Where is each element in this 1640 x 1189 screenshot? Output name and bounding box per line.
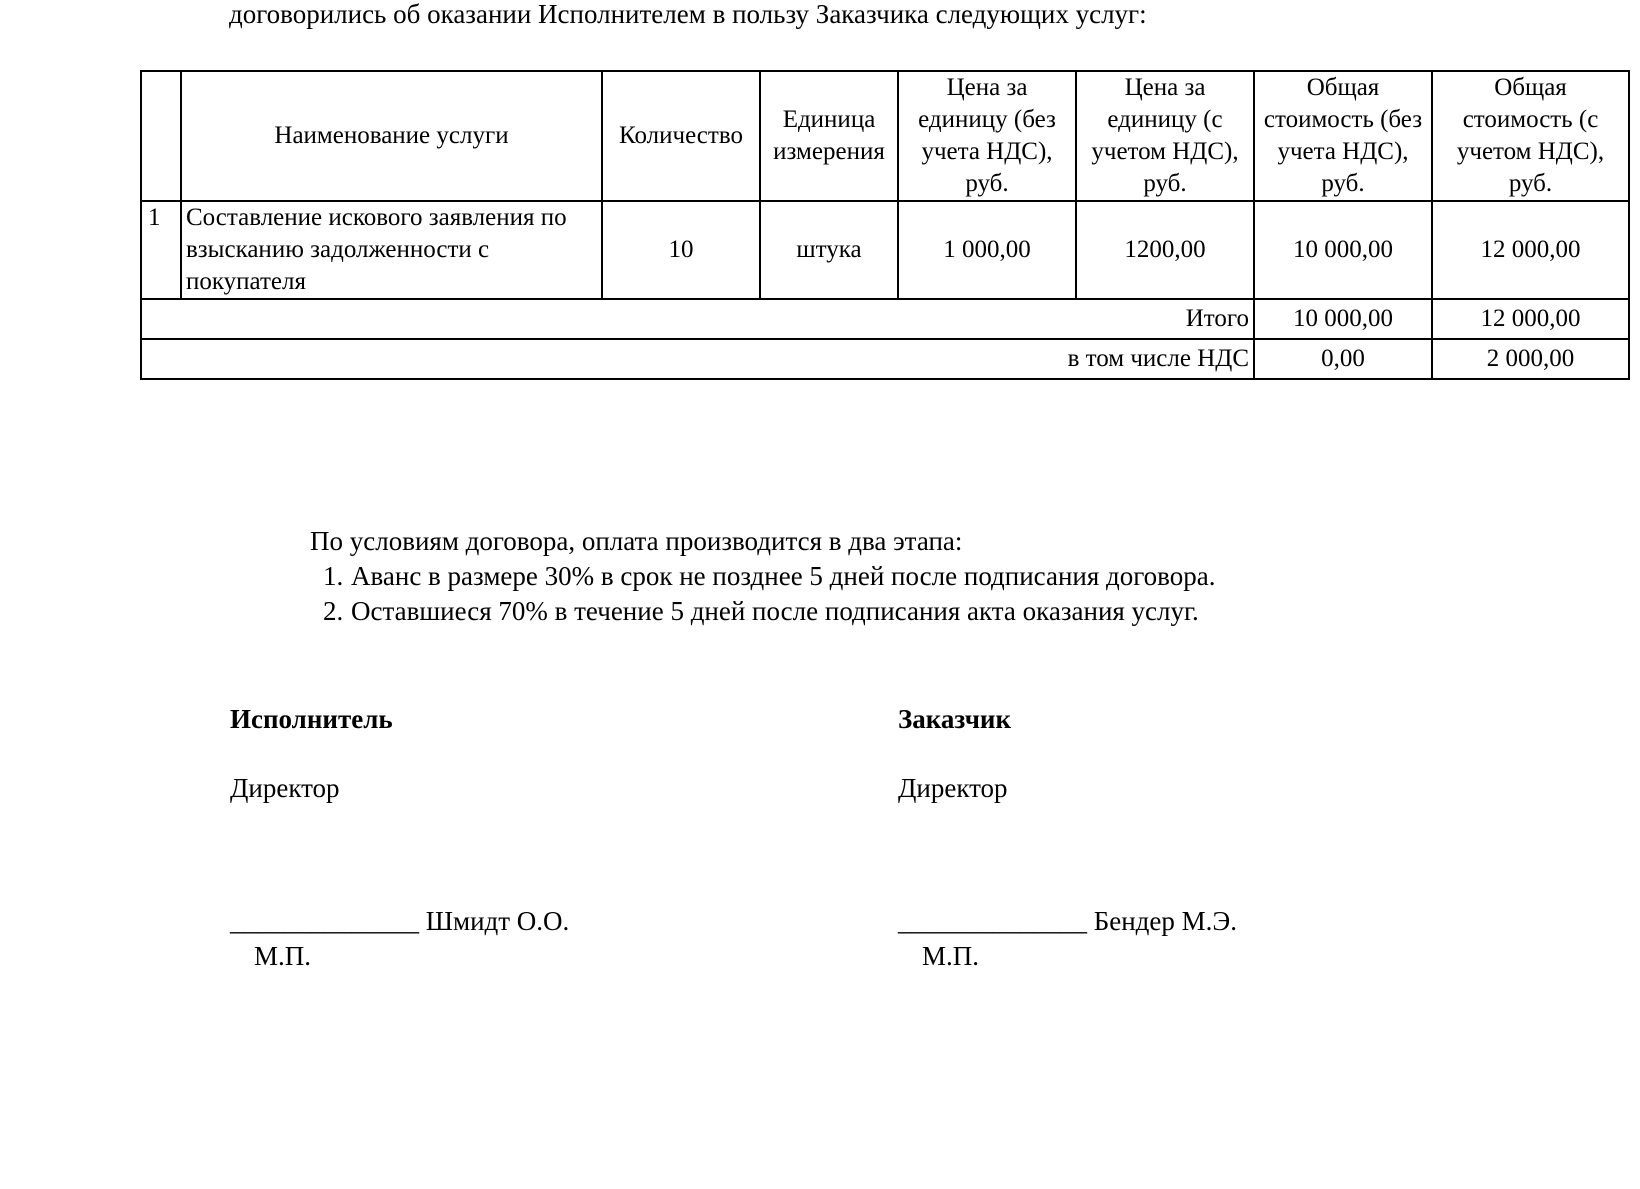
header-unit: Единица измерения bbox=[760, 71, 898, 201]
customer-seal: М.П. bbox=[922, 941, 980, 971]
row-total-no-vat: 10 000,00 bbox=[1254, 201, 1432, 299]
executor-role: Исполнитель bbox=[230, 704, 393, 734]
intro-text: договорились об оказании Исполнителем в пользу Заказчика следующих услуг: bbox=[229, 0, 1147, 29]
header-service-name: Наименование услуги bbox=[181, 71, 602, 201]
header-price-vat: Цена за единицу (с учетом НДС), руб. bbox=[1076, 71, 1254, 201]
executor-position: Директор bbox=[230, 773, 340, 803]
header-total-vat: Общая стоимость (с учетом НДС), руб. bbox=[1432, 71, 1629, 201]
customer-block bbox=[898, 702, 1237, 974]
payment-item-1: 1. Аванс в размере 30% в срок не позднее 5 дней после подписания договора. bbox=[350, 559, 1215, 594]
customer-signature-line: ______________ Бендер М.Э. bbox=[898, 906, 1237, 936]
row-price-vat: 1200,00 bbox=[1076, 201, 1254, 299]
vat-label: в том числе НДС bbox=[141, 339, 1254, 379]
header-price-no-vat: Цена за единицу (без учета НДС), руб. bbox=[898, 71, 1076, 201]
executor-block bbox=[230, 702, 569, 974]
services-table bbox=[140, 70, 1630, 380]
customer-position: Директор bbox=[898, 773, 1008, 803]
table-header-row bbox=[141, 71, 1629, 201]
header-total-no-vat: Общая стоимость (без учета НДС), руб. bbox=[1254, 71, 1432, 201]
payment-terms bbox=[310, 524, 1215, 629]
payment-list bbox=[310, 559, 1215, 629]
customer-role: Заказчик bbox=[898, 704, 1012, 734]
total-label: Итого bbox=[141, 299, 1254, 339]
vat-row bbox=[141, 339, 1629, 379]
vat-amount: 2 000,00 bbox=[1432, 339, 1629, 379]
header-num bbox=[141, 71, 181, 201]
total-no-vat: 10 000,00 bbox=[1254, 299, 1432, 339]
payment-intro: По условиям договора, оплата производится в два этапа: bbox=[310, 526, 963, 556]
total-vat: 12 000,00 bbox=[1432, 299, 1629, 339]
row-price-no-vat: 1 000,00 bbox=[898, 201, 1076, 299]
row-service-name: Составление искового заявления по взысканию задолженности с покупателя bbox=[181, 201, 602, 299]
table-row bbox=[141, 201, 1629, 299]
payment-item-2: 2. Оставшиеся 70% в течение 5 дней после подписания акта оказания услуг. bbox=[350, 594, 1215, 629]
executor-seal: М.П. bbox=[254, 941, 312, 971]
header-quantity: Количество bbox=[602, 71, 760, 201]
executor-signature-line: ______________ Шмидт О.О. bbox=[230, 906, 570, 936]
row-total-vat: 12 000,00 bbox=[1432, 201, 1629, 299]
row-unit: штука bbox=[760, 201, 898, 299]
total-row bbox=[141, 299, 1629, 339]
vat-no-vat: 0,00 bbox=[1254, 339, 1432, 379]
row-number: 1 bbox=[141, 201, 181, 299]
row-quantity: 10 bbox=[602, 201, 760, 299]
